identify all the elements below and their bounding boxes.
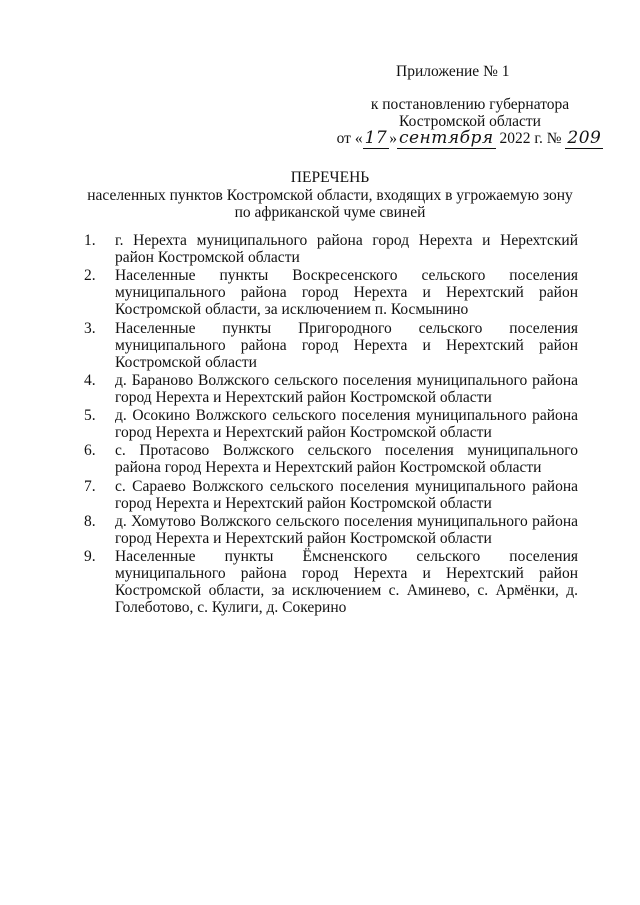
list-item (84, 267, 578, 318)
list-item (84, 232, 578, 266)
list-item (84, 320, 578, 371)
list-item (84, 478, 578, 512)
handwritten-day: 17 (364, 128, 388, 148)
item-number: 4. (84, 371, 96, 389)
item-number: 5. (84, 407, 96, 425)
item-number: 6. (84, 442, 96, 460)
item-text: Населенные пункты Воскресенского сельского поселения муниципального района город Нерехта и Нерехтский район Костромской области, за исключением п. Космынино (115, 267, 578, 319)
document-heading (60, 169, 600, 222)
decree-date-line (330, 130, 610, 147)
heading-line-2: по африканской чуме свиней (234, 204, 426, 221)
item-text: Населенные пункты Ёмсненского сельского поселения муниципального района город Нерехта и Нерехтский район Костромской области, за исключением с. Аминево, с. Армёнки, д. Голеботово, с. Кулиги, д. Сокерино (115, 548, 578, 617)
decree-line-1: к постановлению губернатора (370, 96, 570, 113)
heading-title: ПЕРЕЧЕНЬ (290, 169, 370, 186)
list-item (84, 372, 578, 406)
date-year: 2022 г. № (499, 130, 562, 147)
list-item (84, 548, 578, 616)
item-number: 9. (84, 548, 96, 566)
item-number: 1. (84, 232, 96, 249)
item-number: 2. (84, 267, 96, 285)
item-number: 3. (84, 319, 96, 337)
item-text: д. Бараново Волжского сельского поселения муниципального района город Нерехта и Нерехтский район Костромской области (115, 371, 578, 406)
item-text: г. Нерехта муниципального района город Нерехта и Нерехтский район Костромской области (115, 232, 578, 266)
settlements-list (84, 232, 578, 618)
item-text: д. Хомутово Волжского сельского поселения муниципального района город Нерехта и Нерехтский район Костромской области (115, 513, 578, 548)
date-mid: » (389, 130, 397, 147)
appendix-label: Приложение № 1 (396, 63, 510, 80)
heading-line-1: населенных пунктов Костромской области, входящих в угрожаемую зону (87, 186, 573, 204)
item-text: с. Протасово Волжского сельского поселения муниципального района город Нерехта и Нерехтский район Костромской области (115, 442, 578, 477)
item-text: д. Осокино Волжского сельского поселения муниципального района город Нерехта и Нерехтский район Костромской области (115, 407, 578, 442)
handwritten-number: 209 (567, 128, 602, 148)
date-prefix: от « (336, 130, 363, 147)
decree-reference (330, 96, 610, 147)
item-number: 7. (84, 477, 96, 495)
item-number: 8. (84, 513, 96, 531)
list-item (84, 513, 578, 547)
list-item (84, 442, 578, 476)
item-text: Населенные пункты Пригородного сельского поселения муниципального района город Нерехта и Нерехтский район Костромской области (115, 319, 578, 371)
list-item (84, 407, 578, 441)
decree-line-2: Костромской области (399, 113, 541, 130)
handwritten-month: сентября (398, 128, 494, 148)
item-text: с. Сараево Волжского сельского поселения муниципального района город Нерехта и Нерехтский район Костромской области (115, 477, 578, 512)
